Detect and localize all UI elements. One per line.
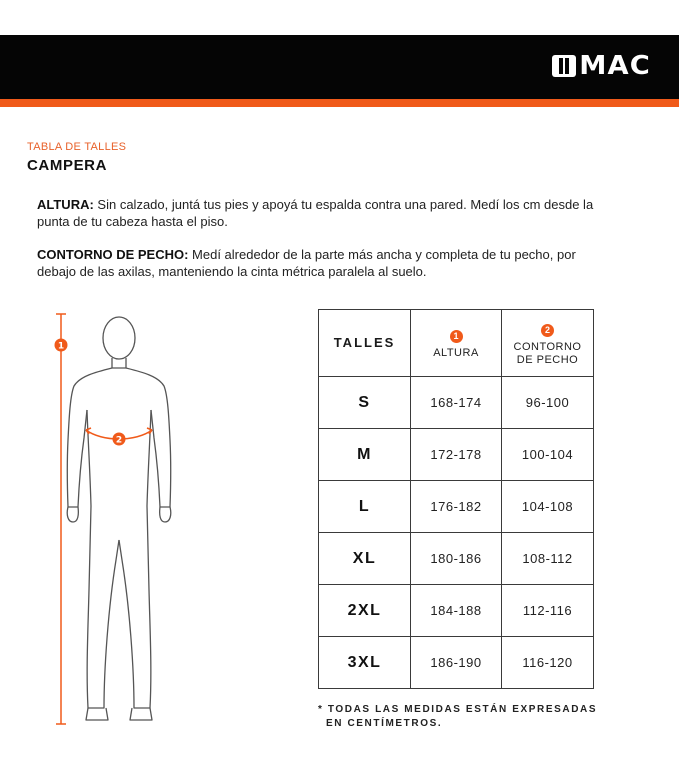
altura-cell <box>411 533 502 585</box>
brand-name: MAC <box>579 51 651 81</box>
altura-value: 180-186 <box>430 550 482 566</box>
size-label: 2XL <box>347 601 382 619</box>
size-label: L <box>358 497 371 515</box>
size-cell <box>319 533 411 585</box>
size-label: M <box>357 445 372 463</box>
header-altura <box>411 310 502 377</box>
height-guide <box>55 314 68 724</box>
brand-header <box>0 35 679 99</box>
table-row <box>319 637 594 689</box>
altura-instruction <box>37 196 617 230</box>
chest-guide <box>86 428 152 446</box>
table-row <box>319 377 594 429</box>
altura-value: 168-174 <box>430 394 482 410</box>
footnote-line-2: EN CENTÍMETROS. <box>326 718 443 729</box>
height-marker: 1 <box>57 341 65 352</box>
measurement-footnote <box>318 703 597 731</box>
pecho-cell <box>502 481 594 533</box>
pecho-header-label-1: CONTORNO <box>513 340 582 353</box>
altura-cell <box>411 481 502 533</box>
altura-value: 184-188 <box>430 602 482 618</box>
altura-badge: 1 <box>450 330 463 343</box>
altura-header-label: ALTURA <box>433 347 479 359</box>
header-talles <box>319 310 411 377</box>
size-cell <box>319 377 411 429</box>
table-row <box>319 585 594 637</box>
altura-value: 172-178 <box>430 446 482 462</box>
pecho-cell <box>502 533 594 585</box>
pecho-header-label-2: DE PECHO <box>516 353 579 366</box>
table-header-row <box>319 310 594 377</box>
pecho-instruction <box>37 246 617 280</box>
pecho-value: 104-108 <box>521 498 574 514</box>
altura-cell <box>411 637 502 689</box>
mac-logo-icon <box>551 54 577 78</box>
altura-value: 176-182 <box>430 498 482 514</box>
altura-text: Sin calzado, juntá tus pies y apoyá tu espalda contra una pared. Medí los cm desde la punta de tu cabeza hasta el piso. <box>37 197 594 229</box>
altura-label: ALTURA: <box>37 197 94 212</box>
accent-stripe <box>0 99 679 107</box>
altura-cell <box>411 429 502 481</box>
footnote-line-1: * TODAS LAS MEDIDAS ESTÁN EXPRESADAS <box>318 704 598 715</box>
pecho-value: 96-100 <box>525 394 570 410</box>
size-label: 3XL <box>347 653 382 671</box>
size-label: S <box>358 393 371 411</box>
pecho-value: 100-104 <box>521 446 574 462</box>
table-row <box>319 481 594 533</box>
talles-header-label: TALLES <box>333 335 396 350</box>
pecho-value: 116-120 <box>522 654 573 670</box>
page-title: CAMPERA <box>27 157 108 174</box>
altura-cell <box>411 377 502 429</box>
size-table <box>318 309 594 689</box>
pecho-cell <box>502 637 594 689</box>
table-row <box>319 533 594 585</box>
pecho-cell <box>502 377 594 429</box>
size-cell <box>319 429 411 481</box>
header-pecho <box>502 310 594 377</box>
pecho-value: 112-116 <box>522 602 573 618</box>
chest-marker: 2 <box>115 435 123 446</box>
section-kicker: TABLA DE TALLES <box>27 141 127 153</box>
pecho-cell <box>502 429 594 481</box>
pecho-cell <box>502 585 594 637</box>
altura-cell <box>411 585 502 637</box>
size-cell <box>319 585 411 637</box>
altura-value: 186-190 <box>430 654 482 670</box>
human-silhouette <box>67 317 171 720</box>
pecho-value: 108-112 <box>522 550 573 566</box>
table-row <box>319 429 594 481</box>
brand-logo[interactable] <box>551 53 649 79</box>
body-measurement-figure <box>44 310 204 730</box>
size-cell <box>319 637 411 689</box>
pecho-badge: 2 <box>541 324 554 337</box>
size-cell <box>319 481 411 533</box>
pecho-label: CONTORNO DE PECHO: <box>37 247 189 262</box>
pecho-text: Medí alrededor de la parte más ancha y completa de tu pecho, por debajo de las axilas, manteniendo la cinta métrica paralela al suelo. <box>37 247 576 279</box>
size-label: XL <box>352 549 377 567</box>
